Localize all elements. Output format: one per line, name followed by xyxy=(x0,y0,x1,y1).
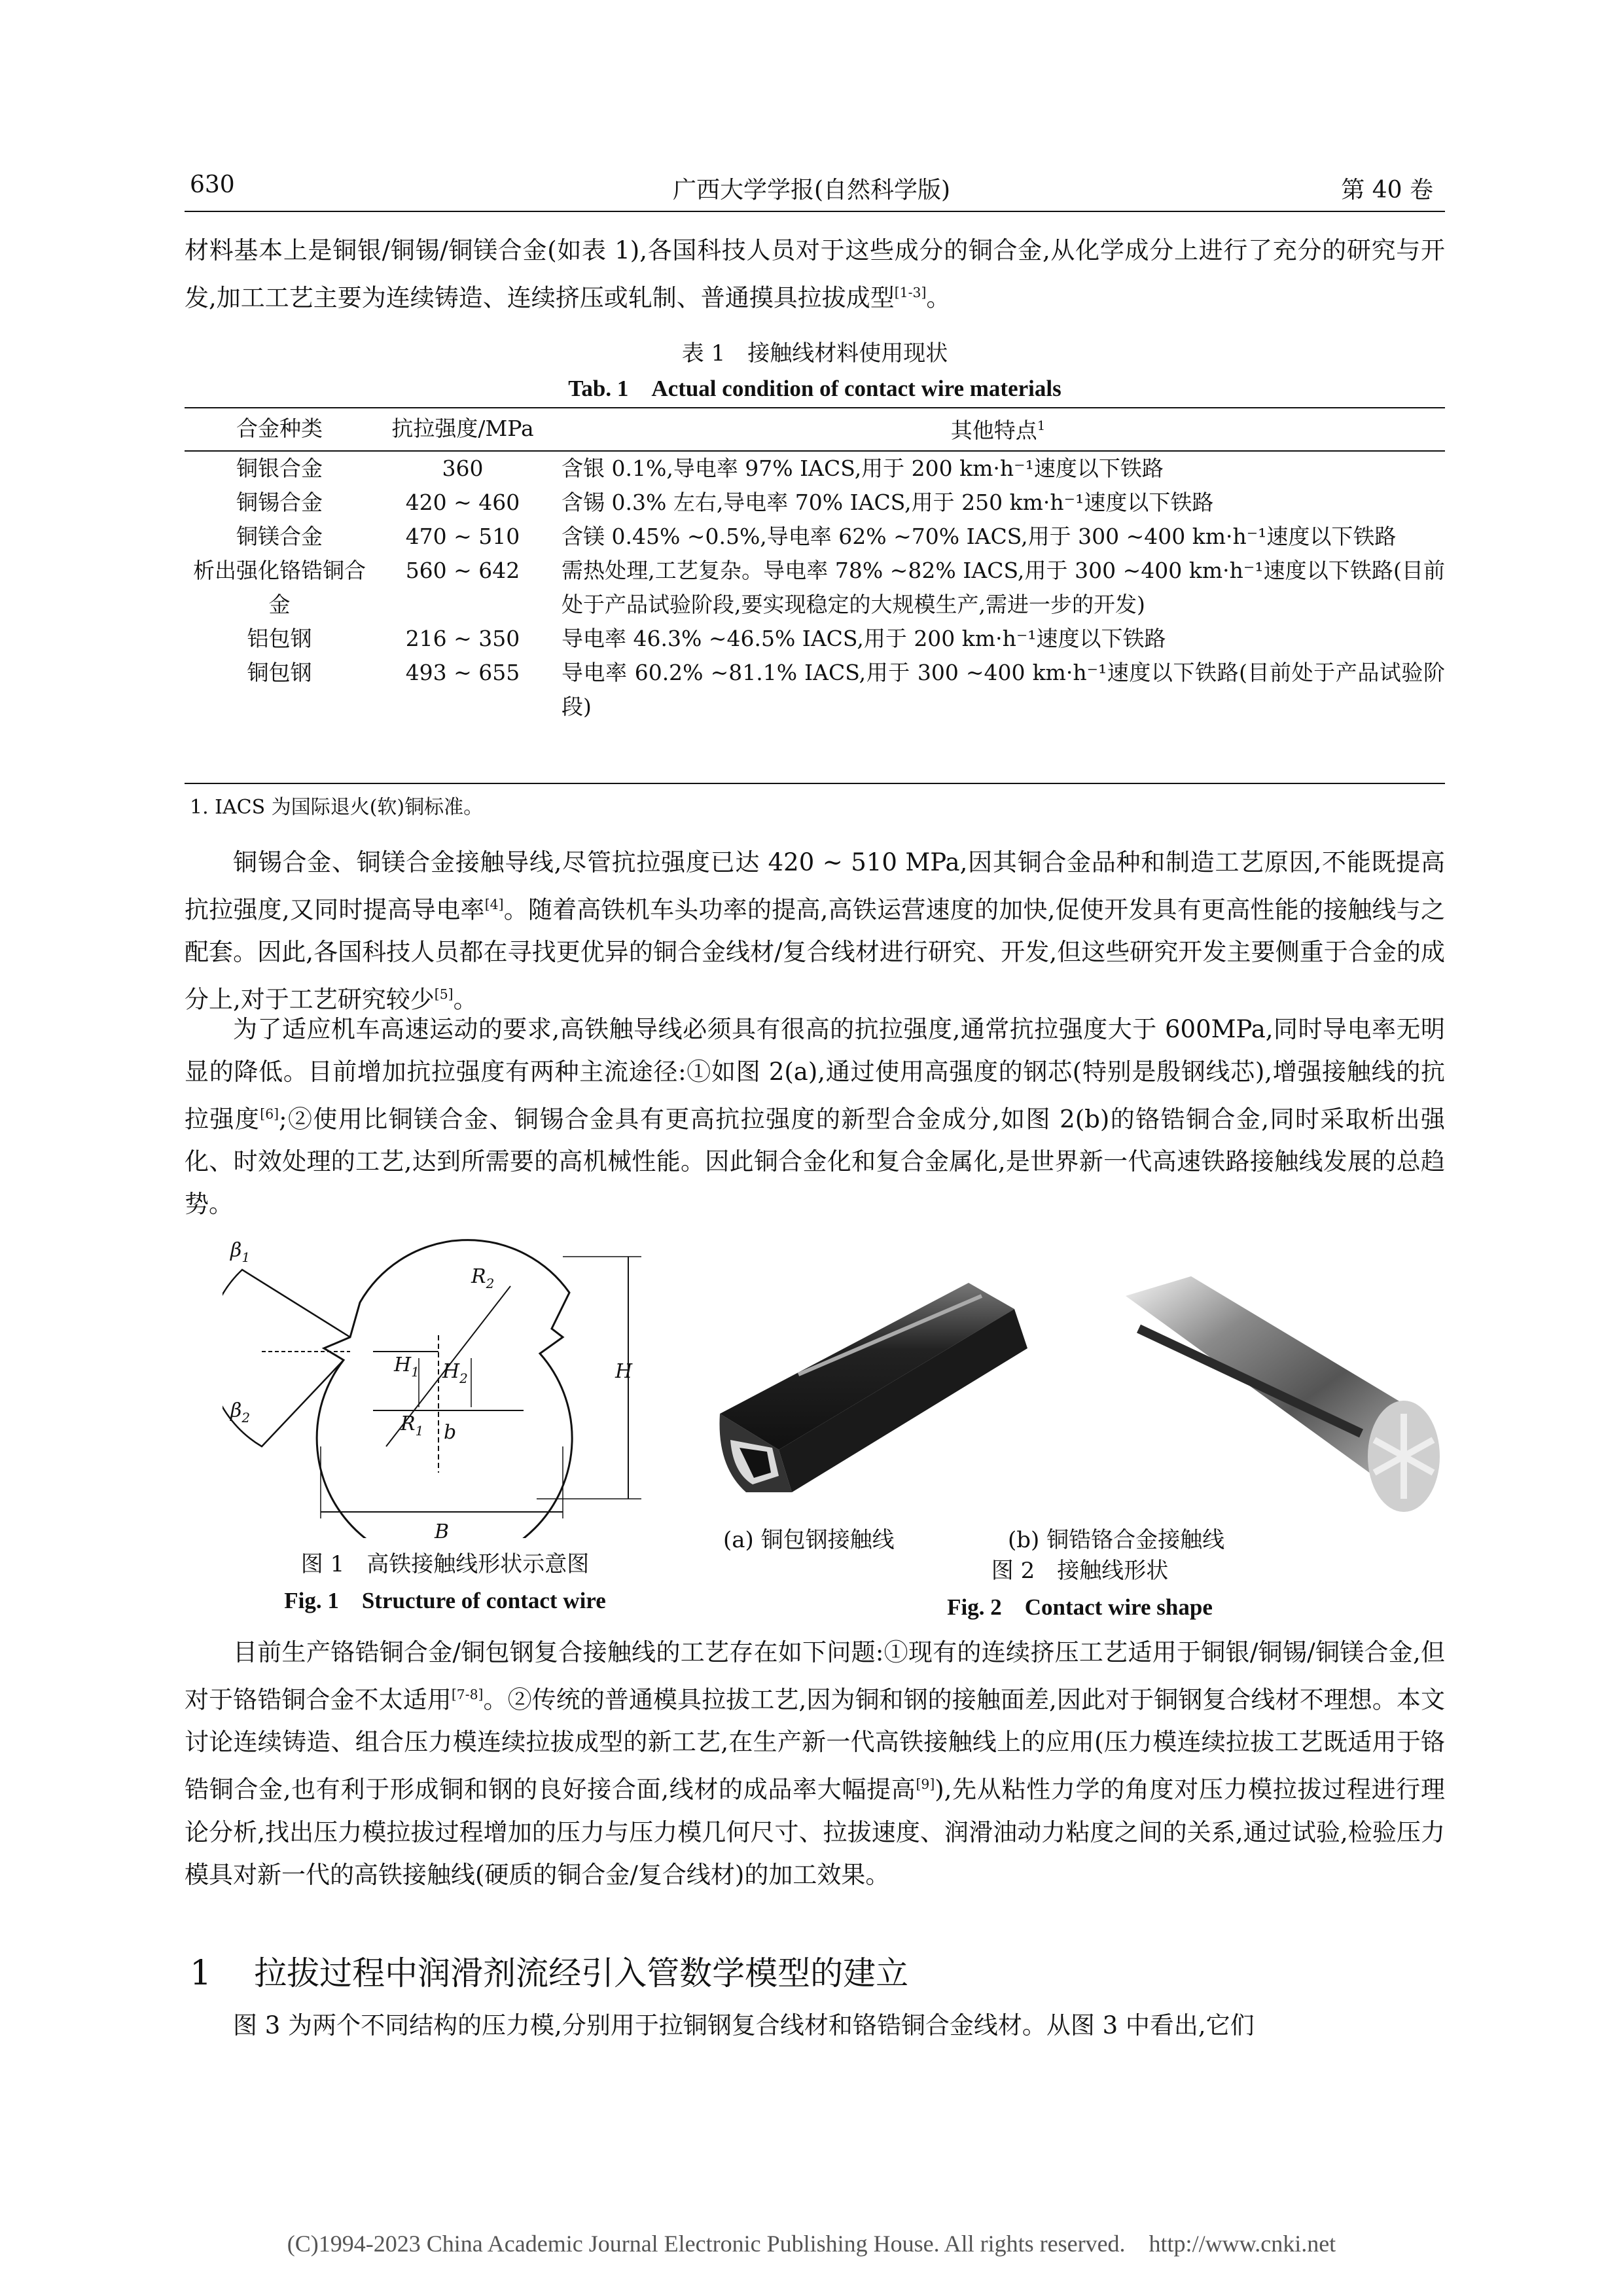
citation: [6] xyxy=(260,1106,279,1122)
cell-type: 铜包钢 xyxy=(247,660,312,685)
paragraph-3: 为了适应机车高速运动的要求,高铁触导线必须具有很高的抗拉强度,通常抗拉强度大于 600MPa,同时导电率无明显的降低。目前增加抗拉强度有两种主流途径:①如图 2(a),通过使用高强度的钢芯(特别是殷钢线芯),增强接触线的抗拉强度[6];②使用比铜镁合金、铜锡合金具有更高抗拉强度的新型合金成分,如图 2(b)的铬锆铜合金,同时采取析出强化、时效处理的工艺,达到所需要的高机械性能。因此铜合金化和复合金属化,是世界新一代高速铁路接触线发展的总趋势。 xyxy=(185,1015,1446,1219)
volume-label: 第 40 卷 xyxy=(1341,177,1433,204)
cell-type: 铜银合金 xyxy=(236,456,323,481)
figure2a-image xyxy=(707,1276,1073,1518)
table-row xyxy=(185,520,1445,554)
cell-features: 含锡 0.3% 左右,导电率 70% IACS,用于 250 km·h⁻¹速度以下铁路 xyxy=(562,490,1214,515)
label-h1: $H_1$ xyxy=(394,1354,419,1380)
figure2b-image xyxy=(1113,1270,1446,1518)
section-number: 1 xyxy=(190,1954,212,1993)
cell-strength: 216 ~ 350 xyxy=(405,626,520,651)
cell-type: 铝包钢 xyxy=(247,626,312,651)
figure2-caption-en: Fig. 2 Contact wire shape xyxy=(947,1594,1213,1620)
cell-type: 析出强化铬锆铜合金 xyxy=(193,558,366,617)
copyright-footer: (C)1994-2023 China Academic Journal Electronic Publishing House. All rights reserved. http://www.cnki.net xyxy=(287,2231,1336,2257)
cell-features: 含镁 0.45% ~0.5%,导电率 62% ~70% IACS,用于 300 ~400 km·h⁻¹速度以下铁路 xyxy=(562,524,1397,549)
figure2b-sublabel: (b) 铜锆铬合金接触线 xyxy=(1008,1527,1225,1553)
table1-caption-en: Tab. 1 Actual condition of contact wire materials xyxy=(568,376,1061,401)
citation: [4] xyxy=(484,897,504,912)
citation: [5] xyxy=(434,986,454,1003)
table-row xyxy=(185,622,1445,656)
label-b-small: b xyxy=(444,1421,457,1444)
table-bottom-rule xyxy=(185,783,1445,784)
header-rule xyxy=(185,211,1445,212)
table-row xyxy=(185,451,1445,486)
section-title: 拉拔过程中润滑剂流经引入管数学模型的建立 xyxy=(254,1954,909,1992)
cell-type: 铜镁合金 xyxy=(236,524,323,549)
table-header-row xyxy=(185,408,1445,451)
label-h: H xyxy=(615,1360,633,1383)
cell-features: 需热处理,工艺复杂。导电率 78% ~82% IACS,用于 300 ~400 km·h⁻¹速度以下铁路(目前处于产品试验阶段,要实现稳定的大规模生产,需进一步的开发) xyxy=(562,558,1445,617)
section-heading xyxy=(190,1947,908,1994)
cell-strength: 360 xyxy=(442,456,484,481)
figure1-caption-en: Fig. 1 Structure of contact wire xyxy=(284,1588,606,1613)
table-footnote: 1. IACS 为国际退火(软)铜标准。 xyxy=(190,796,484,819)
label-r2: $R_2$ xyxy=(471,1265,495,1291)
table-row xyxy=(185,554,1445,622)
cell-features: 导电率 60.2% ~81.1% IACS,用于 300 ~400 km·h⁻¹速度以下铁路(目前处于产品试验阶段) xyxy=(562,660,1445,719)
paragraph-4: 目前生产铬锆铜合金/铜包钢复合接触线的工艺存在如下问题:①现有的连续挤压工艺适用于铜银/铜锡/铜镁合金,但对于铬锆铜合金不太适用[7-8]。②传统的普通模具拉拔工艺,因为铜和钢的接触面差,因此对于铜钢复合线材不理想。本文讨论连续铸造、组合压力模连续拉拔成型的新工艺,在生产新一代高铁接触线上的应用(压力模连续拉拔工艺既适用于铬锆铜合金,也有利于形成铜和钢的良好接合面,线材的成品率大幅提高[9]),先从粘性力学的角度对压力模拉拔过程进行理论分析,找出压力模拉拔过程增加的压力与压力模几何尺寸、拉拔速度、润滑油动力粘度之间的关系,通过试验,检验压力模具对新一代的高铁接触线(硬质的铜合金/复合线材)的加工效果。 xyxy=(185,1638,1445,1889)
col-header-type: 合金种类 xyxy=(185,408,374,451)
citation: [9] xyxy=(916,1776,935,1793)
figure2a-sublabel: (a) 铜包钢接触线 xyxy=(723,1527,895,1553)
label-r1: $R_1$ xyxy=(401,1412,424,1439)
paragraph-2: 铜锡合金、铜镁合金接触导线,尽管抗拉强度已达 420 ~ 510 MPa,因其铜合金品种和制造工艺原因,不能既提高抗拉强度,又同时提高导电率[4]。随着高铁机车头功率的提高,高铁运营速度的加快,促使开发具有更高性能的接触线与之配套。因此,各国科技人员都在寻找更优异的铜合金线材/复合线材进行研究、开发,但这些研究开发主要侧重于合金的成分上,对于工艺研究较少[5]。 xyxy=(185,848,1445,1014)
page-number: 630 xyxy=(190,171,235,198)
cell-features: 导电率 46.3% ~46.5% IACS,用于 200 km·h⁻¹速度以下铁路 xyxy=(562,626,1166,651)
label-b: B xyxy=(435,1520,450,1538)
table-row xyxy=(185,656,1445,724)
label-h2: $H_2$ xyxy=(442,1360,468,1386)
cell-type: 铜锡合金 xyxy=(236,490,323,515)
paragraph-5: 图 3 为两个不同结构的压力模,分别用于拉铜钢复合线材和铬锆铜合金线材。从图 3 中看出,它们 xyxy=(233,2011,1255,2039)
col-header-features: 其他特点$^1$ xyxy=(551,408,1445,451)
cell-strength: 560 ~ 642 xyxy=(405,558,520,583)
label-beta1: $\beta_1$ xyxy=(230,1239,251,1265)
table1-caption-cn: 表 1 接触线材料使用现状 xyxy=(681,340,948,367)
journal-title: 广西大学学报(自然科学版) xyxy=(672,177,951,204)
table-row xyxy=(185,486,1445,520)
citation: [7-8] xyxy=(451,1687,484,1702)
table1 xyxy=(185,408,1445,724)
figure1-caption-cn: 图 1 高铁接触线形状示意图 xyxy=(300,1551,590,1577)
citation: [1-3] xyxy=(894,285,927,300)
intro-paragraph: 材料基本上是铜银/铜锡/铜镁合金(如表 1),各国科技人员对于这些成分的铜合金,从化学成分上进行了充分的研究与开发,加工工艺主要为连续铸造、连续挤压或轧制、普通摸具拉拔成型[1-3]。 xyxy=(185,236,1445,312)
cell-strength: 420 ~ 460 xyxy=(405,490,520,515)
cell-features: 含银 0.1%,导电率 97% IACS,用于 200 km·h⁻¹速度以下铁路 xyxy=(562,456,1164,481)
label-beta2: $\beta_2$ xyxy=(230,1399,251,1426)
figure2-caption-cn: 图 2 接触线形状 xyxy=(991,1558,1169,1584)
cell-strength: 493 ~ 655 xyxy=(405,660,520,685)
wire-profile xyxy=(317,1240,572,1538)
col-header-strength: 抗拉强度/MPa xyxy=(374,408,551,451)
cell-strength: 470 ~ 510 xyxy=(405,524,520,549)
figure1-schematic xyxy=(223,1230,694,1538)
